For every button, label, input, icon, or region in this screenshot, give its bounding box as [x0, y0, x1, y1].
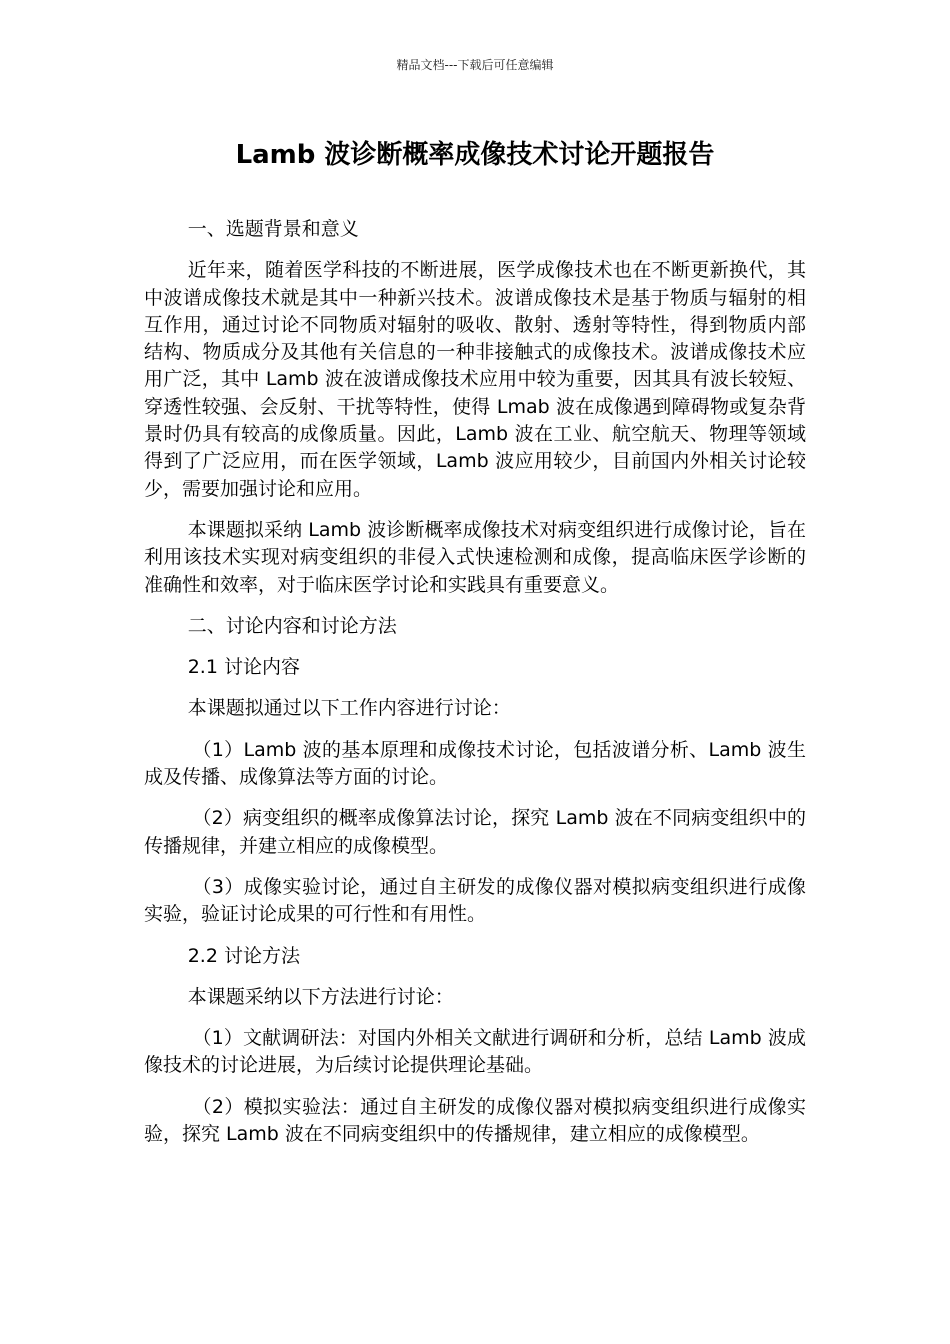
section-2-1-item-3: （3）成像实验讨论，通过自主研发的成像仪器对模拟病变组织进行成像实验，验证讨论成果的可行性和有用性。 [144, 875, 806, 926]
section-2-heading: 二、讨论内容和讨论方法 [187, 614, 397, 637]
section-2-1-heading: 2.1 讨论内容 [187, 656, 300, 679]
section-2-1-intro: 本课题拟通过以下工作内容进行讨论： [187, 697, 511, 720]
section-2-2-heading: 2.2 讨论方法 [187, 944, 300, 967]
section-1-paragraph-1: 近年来，随着医学科技的不断进展，医学成像技术也在不断更新换代，其中波谱成像技术就是其中一种新兴技术。波谱成像技术是基于物质与辐射的相互作用，通过讨论不同物质对辐射的吸收、散射、透射等特性，得到物质内部结构、物质成分及其他有关信息的一种非接触式的成像技术。波谱成像技术应用广泛，其中 Lamb 波在波谱成像技术应用中较为重要，因其具有波长较短、穿透性较强、会反射、干扰等特性，使得 Lmab 波在成像遇到障碍物或复杂背景时仍具有较高的成像质量。因此，Lamb 波在工业、航空航天、物理等领域得到了广泛应用，而在医学领域，Lamb 波应用较少，目前国内外相关讨论较少，需要加强讨论和应用。 [144, 259, 806, 500]
page-header: 精品文档---下载后可任意编辑 [396, 58, 554, 72]
section-2-1-item-2: （2）病变组织的概率成像算法讨论，探究 Lamb 波在不同病变组织中的传播规律，并建立相应的成像模型。 [144, 807, 806, 857]
section-2-2-intro: 本课题采纳以下方法进行讨论： [187, 985, 454, 1008]
document-title: Lamb 波诊断概率成像技术讨论开题报告 [235, 140, 715, 170]
document-body [144, 216, 806, 1162]
section-2-1-item-1: （1）Lamb 波的基本原理和成像技术讨论，包括波谱分析、Lamb 波生成及传播、成像算法等方面的讨论。 [144, 738, 806, 789]
section-2-2-item-2: （2）模拟实验法：通过自主研发的成像仪器对模拟病变组织进行成像实验，探究 Lamb 波在不同病变组织中的传播规律，建立相应的成像模型。 [144, 1095, 806, 1146]
section-1-paragraph-2: 本课题拟采纳 Lamb 波诊断概率成像技术对病变组织进行成像讨论，旨在利用该技术实现对病变组织的非侵入式快速检测和成像，提高临床医学诊断的准确性和效率，对于临床医学讨论和实践具有重要意义。 [144, 518, 806, 596]
section-2-2-item-1: （1）文献调研法：对国内外相关文献进行调研和分析，总结 Lamb 波成像技术的讨论进展，为后续讨论提供理论基础。 [144, 1027, 806, 1077]
section-1-heading: 一、选题背景和意义 [187, 218, 359, 240]
